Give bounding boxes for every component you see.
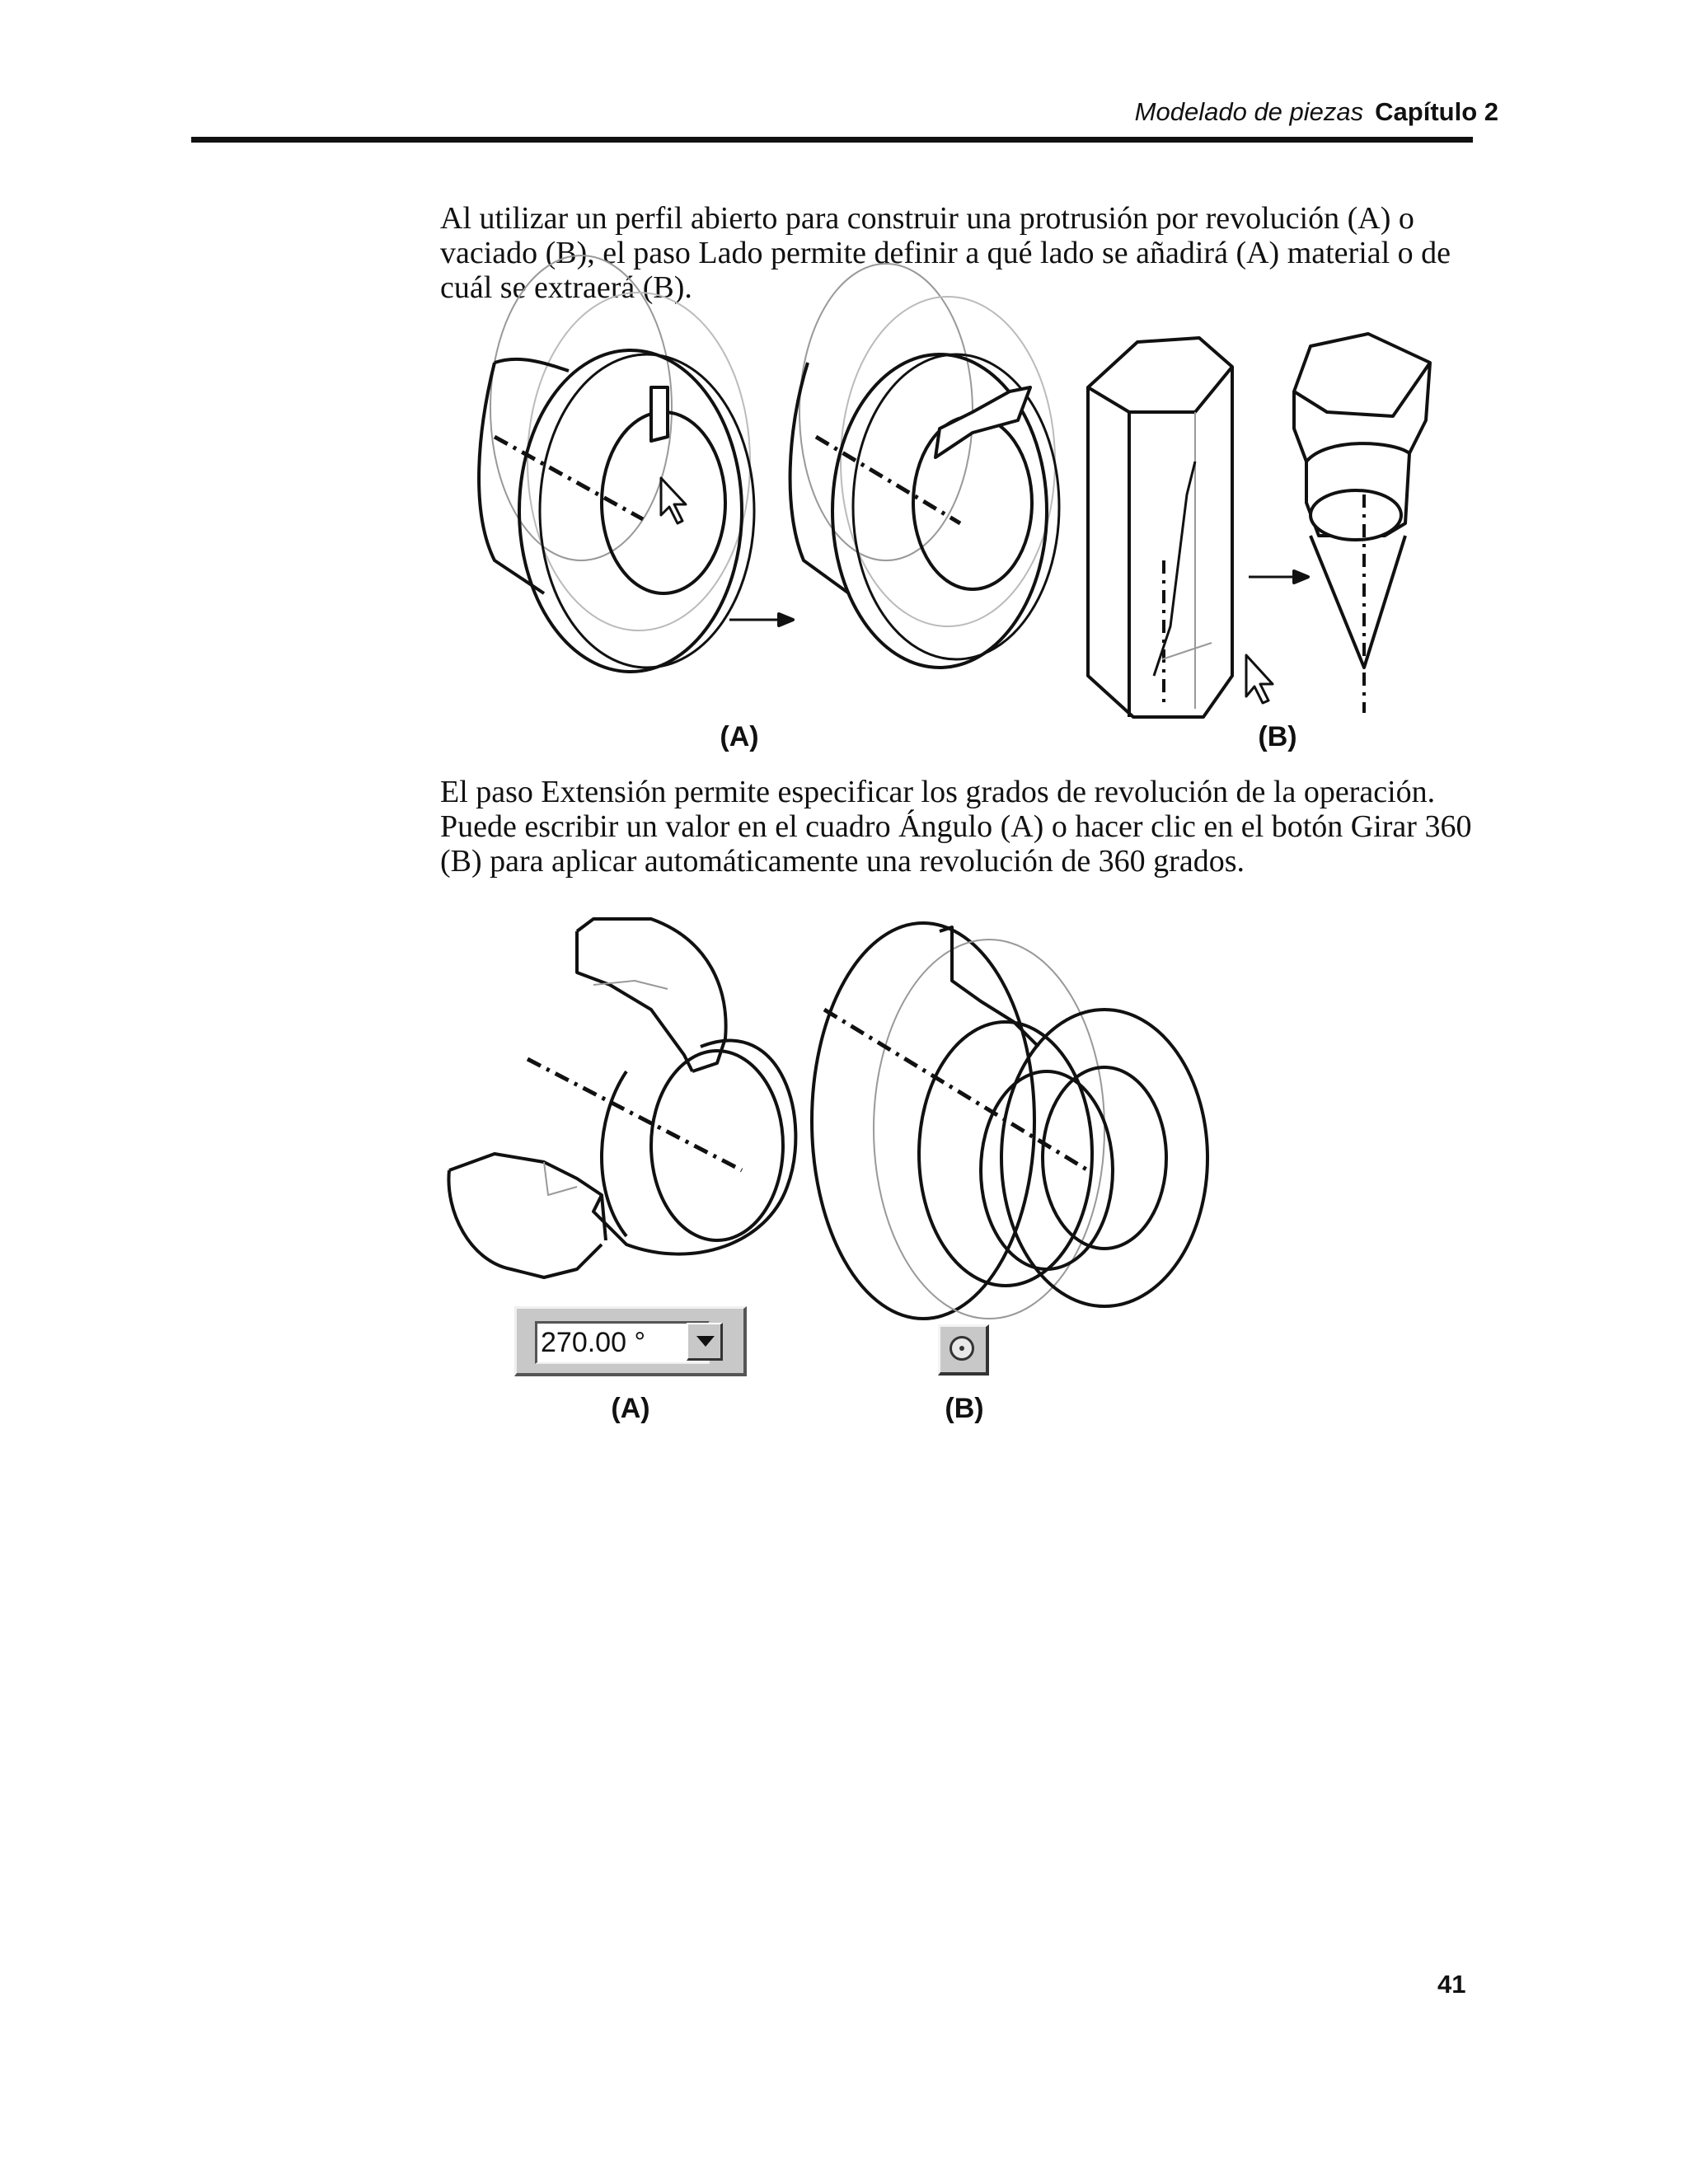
- hexagonal-prism-cut: [1294, 334, 1430, 713]
- paragraph-line: cuál se extraerá (B).: [440, 270, 692, 305]
- rotate-360-button[interactable]: [938, 1324, 989, 1376]
- header-section-title: Modelado de piezas: [1134, 97, 1364, 126]
- rotate-360-icon: [950, 1336, 974, 1361]
- arrow-a: [729, 614, 793, 626]
- flange-part-before: [479, 255, 754, 672]
- paragraph-line: El paso Extensión permite especificar los grados de revolución de la operación.: [440, 775, 1436, 809]
- figure1-caption-b: (B): [1258, 721, 1297, 752]
- angle-input[interactable]: 270.00 °: [535, 1321, 710, 1364]
- paragraph-line: Al utilizar un perfil abierto para construir una protrusión por revolución (A) o: [440, 201, 1414, 236]
- figure1-caption-a: (A): [720, 721, 759, 752]
- page-number: 41: [1437, 1970, 1466, 1999]
- paragraph-line: (B) para aplicar automáticamente una revolución de 360 grados.: [440, 844, 1245, 879]
- partial-revolution-part: [448, 919, 795, 1277]
- header-chapter: Capítulo 2: [1375, 97, 1498, 126]
- angle-combo-box: [514, 1306, 747, 1376]
- full-revolution-part: [812, 923, 1207, 1319]
- paragraph-line: Puede escribir un valor en el cuadro Ángulo (A) o hacer clic en el botón Girar 360: [440, 809, 1472, 844]
- figure2-caption-b: (B): [945, 1393, 984, 1424]
- flange-part-after: [790, 264, 1059, 668]
- paragraph-extent-step: [440, 775, 1472, 879]
- paragraph-line: vaciado (B), el paso Lado permite definir a qué lado se añadirá (A) material o de: [440, 236, 1451, 270]
- arrow-b: [1249, 571, 1308, 583]
- hexagonal-prism-part: [1088, 338, 1273, 717]
- figure2-caption-a: (A): [611, 1393, 650, 1424]
- angle-dropdown-button[interactable]: [687, 1323, 723, 1361]
